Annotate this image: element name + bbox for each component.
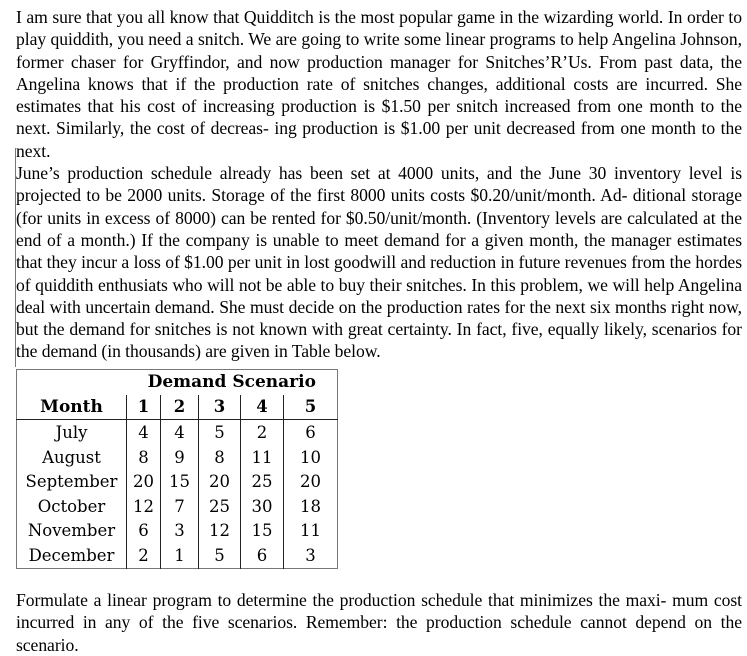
month-cell: September <box>17 469 127 494</box>
table-header-row <box>17 395 338 420</box>
demand-cell: 8 <box>127 445 161 470</box>
month-cell: November <box>17 519 127 544</box>
demand-cell: 6 <box>284 420 338 445</box>
table-row <box>17 420 338 445</box>
demand-cell: 1 <box>161 543 199 568</box>
month-cell: December <box>17 543 127 568</box>
month-cell: July <box>17 420 127 445</box>
demand-cell: 15 <box>161 469 199 494</box>
demand-cell: 25 <box>199 494 241 519</box>
left-margin-rule <box>15 148 16 367</box>
demand-scenario-table <box>16 369 338 569</box>
demand-cell: 10 <box>284 445 338 470</box>
demand-cell: 11 <box>241 445 284 470</box>
demand-cell: 5 <box>199 543 241 568</box>
demand-cell: 4 <box>161 420 199 445</box>
demand-cell: 12 <box>127 494 161 519</box>
demand-cell: 4 <box>127 420 161 445</box>
demand-cell: 15 <box>241 519 284 544</box>
month-column-header: Month <box>17 395 127 420</box>
closing-instruction: Formulate a linear program to determine the production schedule that minimizes the maxi- mum cost incurred in any of the five scenarios. Remember: the production schedule cannot depend on the scenario. <box>16 590 742 655</box>
demand-cell: 20 <box>284 469 338 494</box>
demand-table-container <box>16 369 337 569</box>
demand-cell: 2 <box>127 543 161 568</box>
scenario-header-1: 1 <box>127 395 161 420</box>
demand-cell: 2 <box>241 420 284 445</box>
table-row <box>17 445 338 470</box>
demand-cell: 6 <box>241 543 284 568</box>
demand-cell: 20 <box>199 469 241 494</box>
table-row <box>17 519 338 544</box>
demand-cell: 7 <box>161 494 199 519</box>
table-row <box>17 494 338 519</box>
month-cell: August <box>17 445 127 470</box>
demand-cell: 9 <box>161 445 199 470</box>
paragraph-schedule: June’s production schedule already has been set at 4000 units, and the June 30 inventory level is projected to be 2000 units. Storage of the first 8000 units costs $0.20/unit/month. Ad- ditional storage (for units in excess of 8000) can be rented for $0.50/unit/month. (Inventory levels are calculated at the end of a month.) If the company is unable to meet demand for a given month, the manager estimates that they incur a loss of $1.00 per unit in lost goodwill and reduction in future revenues from the hordes of quiddith enthusiats who will not be able to buy their snitches. In this problem, we will help Angelina deal with uncertain demand. She must decide on the production rates for the next six months right now, but the demand for snitches is not known with great certainty. In fact, five, equally likely, scenarios for the demand (in thousands) are given in Table below. <box>16 163 742 362</box>
scenario-header-4: 4 <box>241 395 284 420</box>
scenario-header-2: 2 <box>161 395 199 420</box>
demand-cell: 30 <box>241 494 284 519</box>
month-cell: October <box>17 494 127 519</box>
demand-cell: 11 <box>284 519 338 544</box>
demand-cell: 3 <box>161 519 199 544</box>
table-row <box>17 543 338 568</box>
table-group-header-row <box>17 370 338 395</box>
demand-cell: 12 <box>199 519 241 544</box>
problem-statement <box>16 6 742 363</box>
scenario-header-5: 5 <box>284 395 338 420</box>
table-corner <box>17 370 127 395</box>
demand-cell: 6 <box>127 519 161 544</box>
scenario-header-3: 3 <box>199 395 241 420</box>
demand-cell: 25 <box>241 469 284 494</box>
demand-cell: 18 <box>284 494 338 519</box>
table-row <box>17 469 338 494</box>
demand-cell: 3 <box>284 543 338 568</box>
demand-cell: 20 <box>127 469 161 494</box>
demand-scenario-header: Demand Scenario <box>147 372 316 393</box>
demand-cell: 8 <box>199 445 241 470</box>
paragraph-intro: I am sure that you all know that Quidditch is the most popular game in the wizarding world. In order to play quiddith, you need a snitch. We are going to write some linear programs to help Angelina Johnson, former chaser for Gryffindor, and now production manager for Snitches’R’Us. From past data, the Angelina knows that if the production rate of snitches changes, additional costs are incurred. She estimates that his cost of increasing production is $1.50 per snitch increased from one month to the next. Similarly, the cost of decreas- ing production is $1.00 per unit decreased from one month to the next. <box>16 7 742 161</box>
demand-cell: 5 <box>199 420 241 445</box>
